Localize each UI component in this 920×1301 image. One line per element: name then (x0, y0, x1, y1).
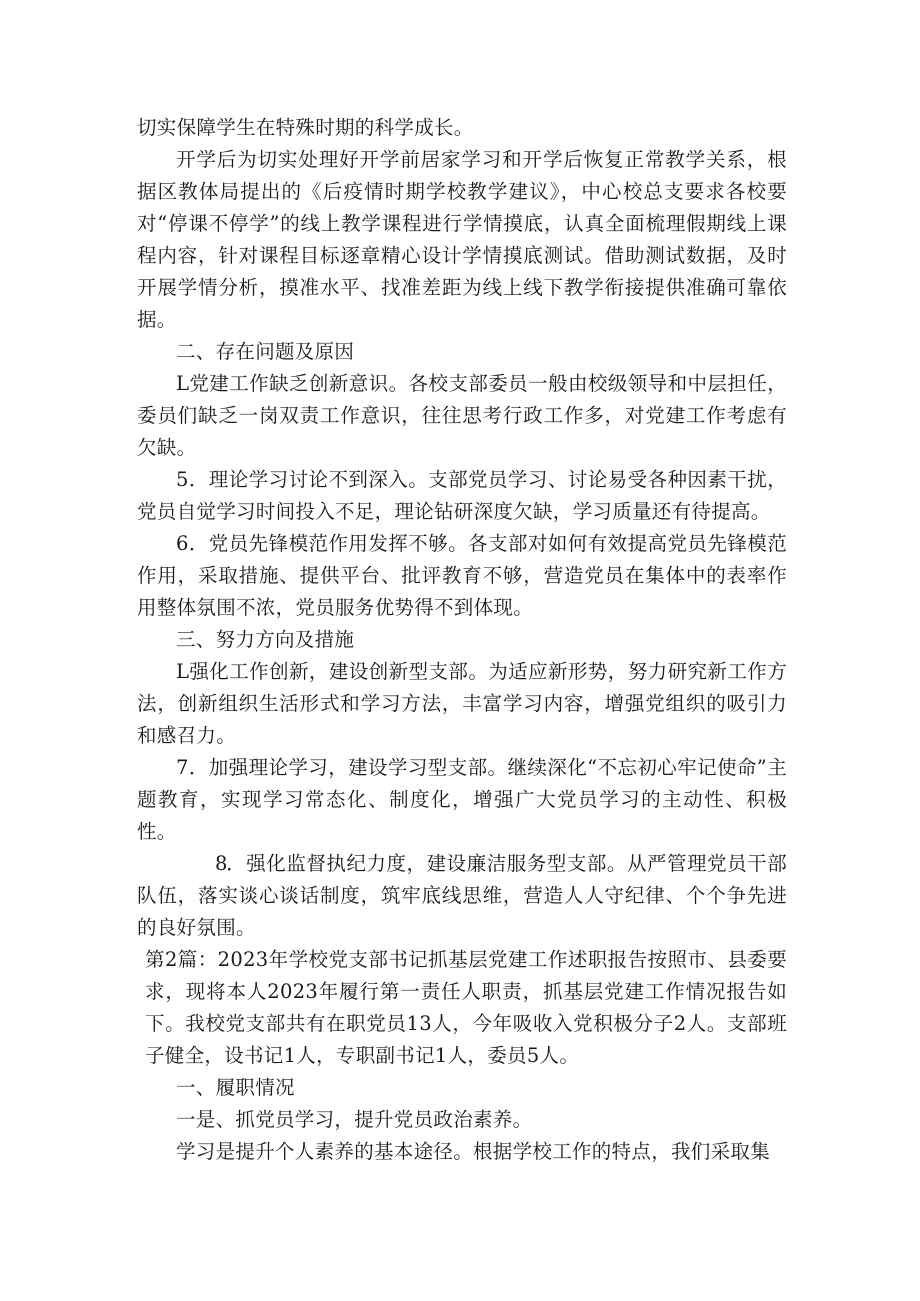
document-body (137, 112, 787, 1168)
section-heading: 二、存在问题及原因 (176, 340, 355, 363)
paragraph: 开学后为切实处理好开学前居家学习和开学后恢复正常教学关系，根据区教体局提出的《后疫情时期学校教学建议》，中心校总支要求各校要对“停课不停学”的线上教学课程进行学情摸底，认真全面梳理假期线上课程内容，针对课程目标逐章精心设计学情摸底测试。借助测试数据，及时开展学情分析，摸准水平、找准差距为线上线下教学衔接提供准确可靠依据。 (137, 148, 787, 331)
paragraph-item-8 (137, 848, 787, 944)
paragraph: 6．党员先锋模范作用发挥不够。各支部对如何有效提高党员先锋模范作用，采取措施、提供平台、批评教育不够，营造党员在集体中的表率作用整体氛围不浓，党员服务优势得不到体现。 (137, 532, 787, 619)
paragraph: L强化工作创新，建设创新型支部。为适应新形势，努力研究新工作方法，创新组织生活形式和学习方法，丰富学习内容，增强党组织的吸引力和感召力。 (137, 660, 787, 747)
paragraph: 切实保障学生在特殊时期的科学成长。 (137, 116, 474, 139)
paragraph: 7．加强理论学习，建设学习型支部。继续深化“不忘初心牢记使命”主题教育，实现学习常态化、制度化，增强广大党员学习的主动性、积极性。 (137, 756, 787, 843)
article-intro-paragraph: 第2篇：2023年学校党支部书记抓基层党建工作述职报告按照市、县委要求，现将本人2023年履行第一责任人职责，抓基层党建工作情况报告如下。我校党支部共有在职党员13人，今年吸收入党积极分子2人。支部班子健全，设书记1人，专职副书记1人，委员5人。 (145, 948, 787, 1067)
paragraph: 一是、抓党员学习，提升党员政治素养。 (176, 1108, 533, 1131)
section-heading: 一、履职情况 (176, 1076, 295, 1099)
paragraph: 学习是提升个人素养的基本途径。根据学校工作的特点，我们采取集 (176, 1140, 771, 1163)
paragraph-text: ．强化监督执纪力度，建设廉洁服务型支部。从严管理党员干部队伍，落实谈心谈话制度，筑牢底线思维，营造人人守纪律、个个争先进的良好氛围。 (137, 852, 787, 939)
item-number: 8 (215, 852, 228, 875)
paragraph: L党建工作缺乏创新意识。各校支部委员一般由校级领导和中层担任，委员们缺乏一岗双责工作意识，往往思考行政工作多，对党建工作考虑有欠缺。 (137, 372, 787, 459)
paragraph: 5．理论学习讨论不到深入。支部党员学习、讨论易受各种因素干扰，党员自觉学习时间投入不足，理论钻研深度欠缺，学习质量还有待提高。 (137, 468, 787, 523)
section-heading: 三、努力方向及措施 (176, 628, 355, 651)
